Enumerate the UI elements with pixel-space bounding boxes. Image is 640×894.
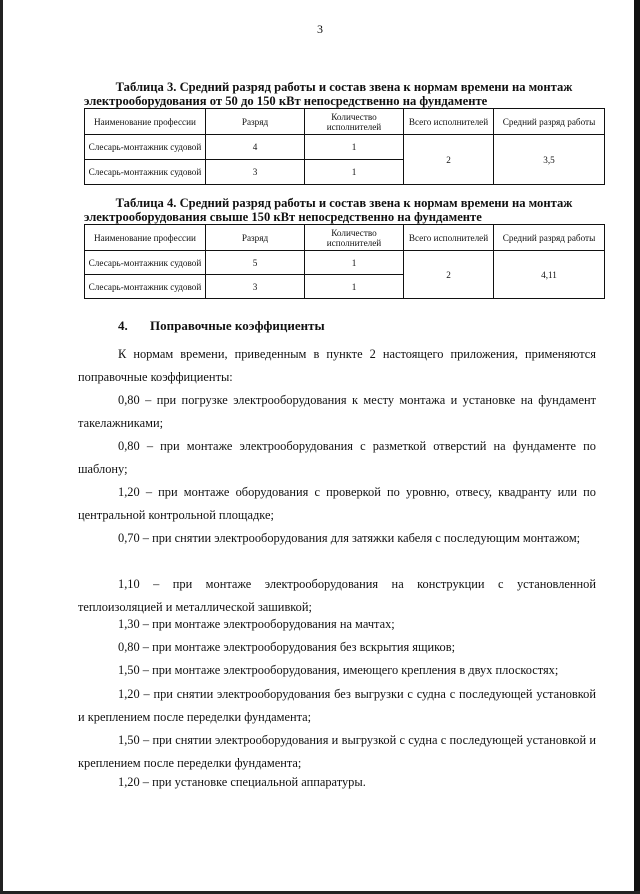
table3-cell-profession: Слесарь-монтажник судовой <box>85 135 206 160</box>
table3-header-grade: Разряд <box>206 109 305 135</box>
table3-title <box>84 80 604 108</box>
table3-cell-profession: Слесарь-монтажник судовой <box>85 160 206 185</box>
table4-cell-grade: 3 <box>206 275 305 299</box>
table3-header-avg: Средний разряд работы <box>494 109 605 135</box>
coefficient-item: 1,30 – при монтаже электрооборудования на мачтах; <box>118 617 395 631</box>
table4-cell-total: 2 <box>404 251 494 299</box>
table4-header-row <box>85 225 605 251</box>
section-number: 4. <box>118 318 128 333</box>
coefficient-item: 0,70 – при снятии электрооборудования для затяжки кабеля с последующим монтажом; <box>118 531 581 545</box>
scan-edge-left <box>0 0 3 894</box>
table3-cell-avg: 3,5 <box>494 135 605 185</box>
table4-cell-profession: Слесарь-монтажник судовой <box>85 251 206 275</box>
table3-cell-count: 1 <box>305 135 404 160</box>
coefficient-item: 0,80 – при монтаже электрооборудования без вскрытия ящиков; <box>118 640 456 654</box>
table-row <box>85 135 605 160</box>
table3-title-line2: электрооборудования от 50 до 150 кВт непосредственно на фундаменте <box>84 94 488 108</box>
table3-header-total: Всего исполнителей <box>404 109 494 135</box>
table4 <box>84 224 605 299</box>
scan-edge-right <box>634 0 640 894</box>
coefficient-item: 1,50 – при снятии электрооборудования и выгрузкой с судна с последующей установкой и креплением после переделки фундамента; <box>78 733 596 770</box>
table4-header-total: Всего исполнителей <box>404 225 494 251</box>
section-title: Поправочные коэффициенты <box>150 318 325 333</box>
table3-cell-grade: 4 <box>206 135 305 160</box>
table3-cell-count: 1 <box>305 160 404 185</box>
table3-cell-total: 2 <box>404 135 494 185</box>
coefficient-item: 1,20 – при установке специальной аппаратуры. <box>118 775 366 789</box>
table3-header-count: Количество исполнителей <box>305 109 404 135</box>
table3-cell-grade: 3 <box>206 160 305 185</box>
table4-cell-count: 1 <box>305 275 404 299</box>
table4-cell-grade: 5 <box>206 251 305 275</box>
page-number: 3 <box>317 22 323 36</box>
table4-cell-profession: Слесарь-монтажник судовой <box>85 275 206 299</box>
coefficient-item: 1,50 – при монтаже электрооборудования, имеющего крепления в двух плоскостях; <box>118 663 559 677</box>
intro-paragraph: К нормам времени, приведенным в пункте 2 настоящего приложения, применяются поправочные коэффициенты: <box>78 347 596 384</box>
table4-title-line1: Таблица 4. Средний разряд работы и состав звена к нормам времени на монтаж <box>115 196 573 210</box>
table3 <box>84 108 605 185</box>
table4-cell-avg: 4,11 <box>494 251 605 299</box>
coefficient-item: 1,20 – при монтаже оборудования с проверкой по уровню, отвесу, квадранту или по центральной контрольной площадке; <box>78 485 596 522</box>
coefficient-item: 1,10 – при монтаже электрооборудования на конструкции с установленной теплоизоляцией и металлической зашивкой; <box>78 577 596 614</box>
table4-title <box>84 196 604 224</box>
table4-header-count: Количество исполнителей <box>305 225 404 251</box>
table4-cell-count: 1 <box>305 251 404 275</box>
table4-header-profession: Наименование профессии <box>85 225 206 251</box>
table4-header-grade: Разряд <box>206 225 305 251</box>
coefficient-item: 0,80 – при монтаже электрооборудования с разметкой отверстий на фундаменте по шаблону; <box>78 439 596 476</box>
coefficient-item: 0,80 – при погрузке электрооборудования к месту монтажа и установке на фундамент такелажниками; <box>78 393 596 430</box>
table-row <box>85 251 605 275</box>
section-heading <box>118 318 325 334</box>
table4-title-line2: электрооборудования свыше 150 кВт непосредственно на фундаменте <box>84 210 482 224</box>
coefficient-item: 1,20 – при снятии электрооборудования без выгрузки с судна с последующей установкой и креплением после переделки фундамента; <box>78 687 596 724</box>
table3-title-line1: Таблица 3. Средний разряд работы и состав звена к нормам времени на монтаж <box>115 80 573 94</box>
table3-header-row <box>85 109 605 135</box>
table4-header-avg: Средний разряд работы <box>494 225 605 251</box>
table3-header-profession: Наименование профессии <box>85 109 206 135</box>
